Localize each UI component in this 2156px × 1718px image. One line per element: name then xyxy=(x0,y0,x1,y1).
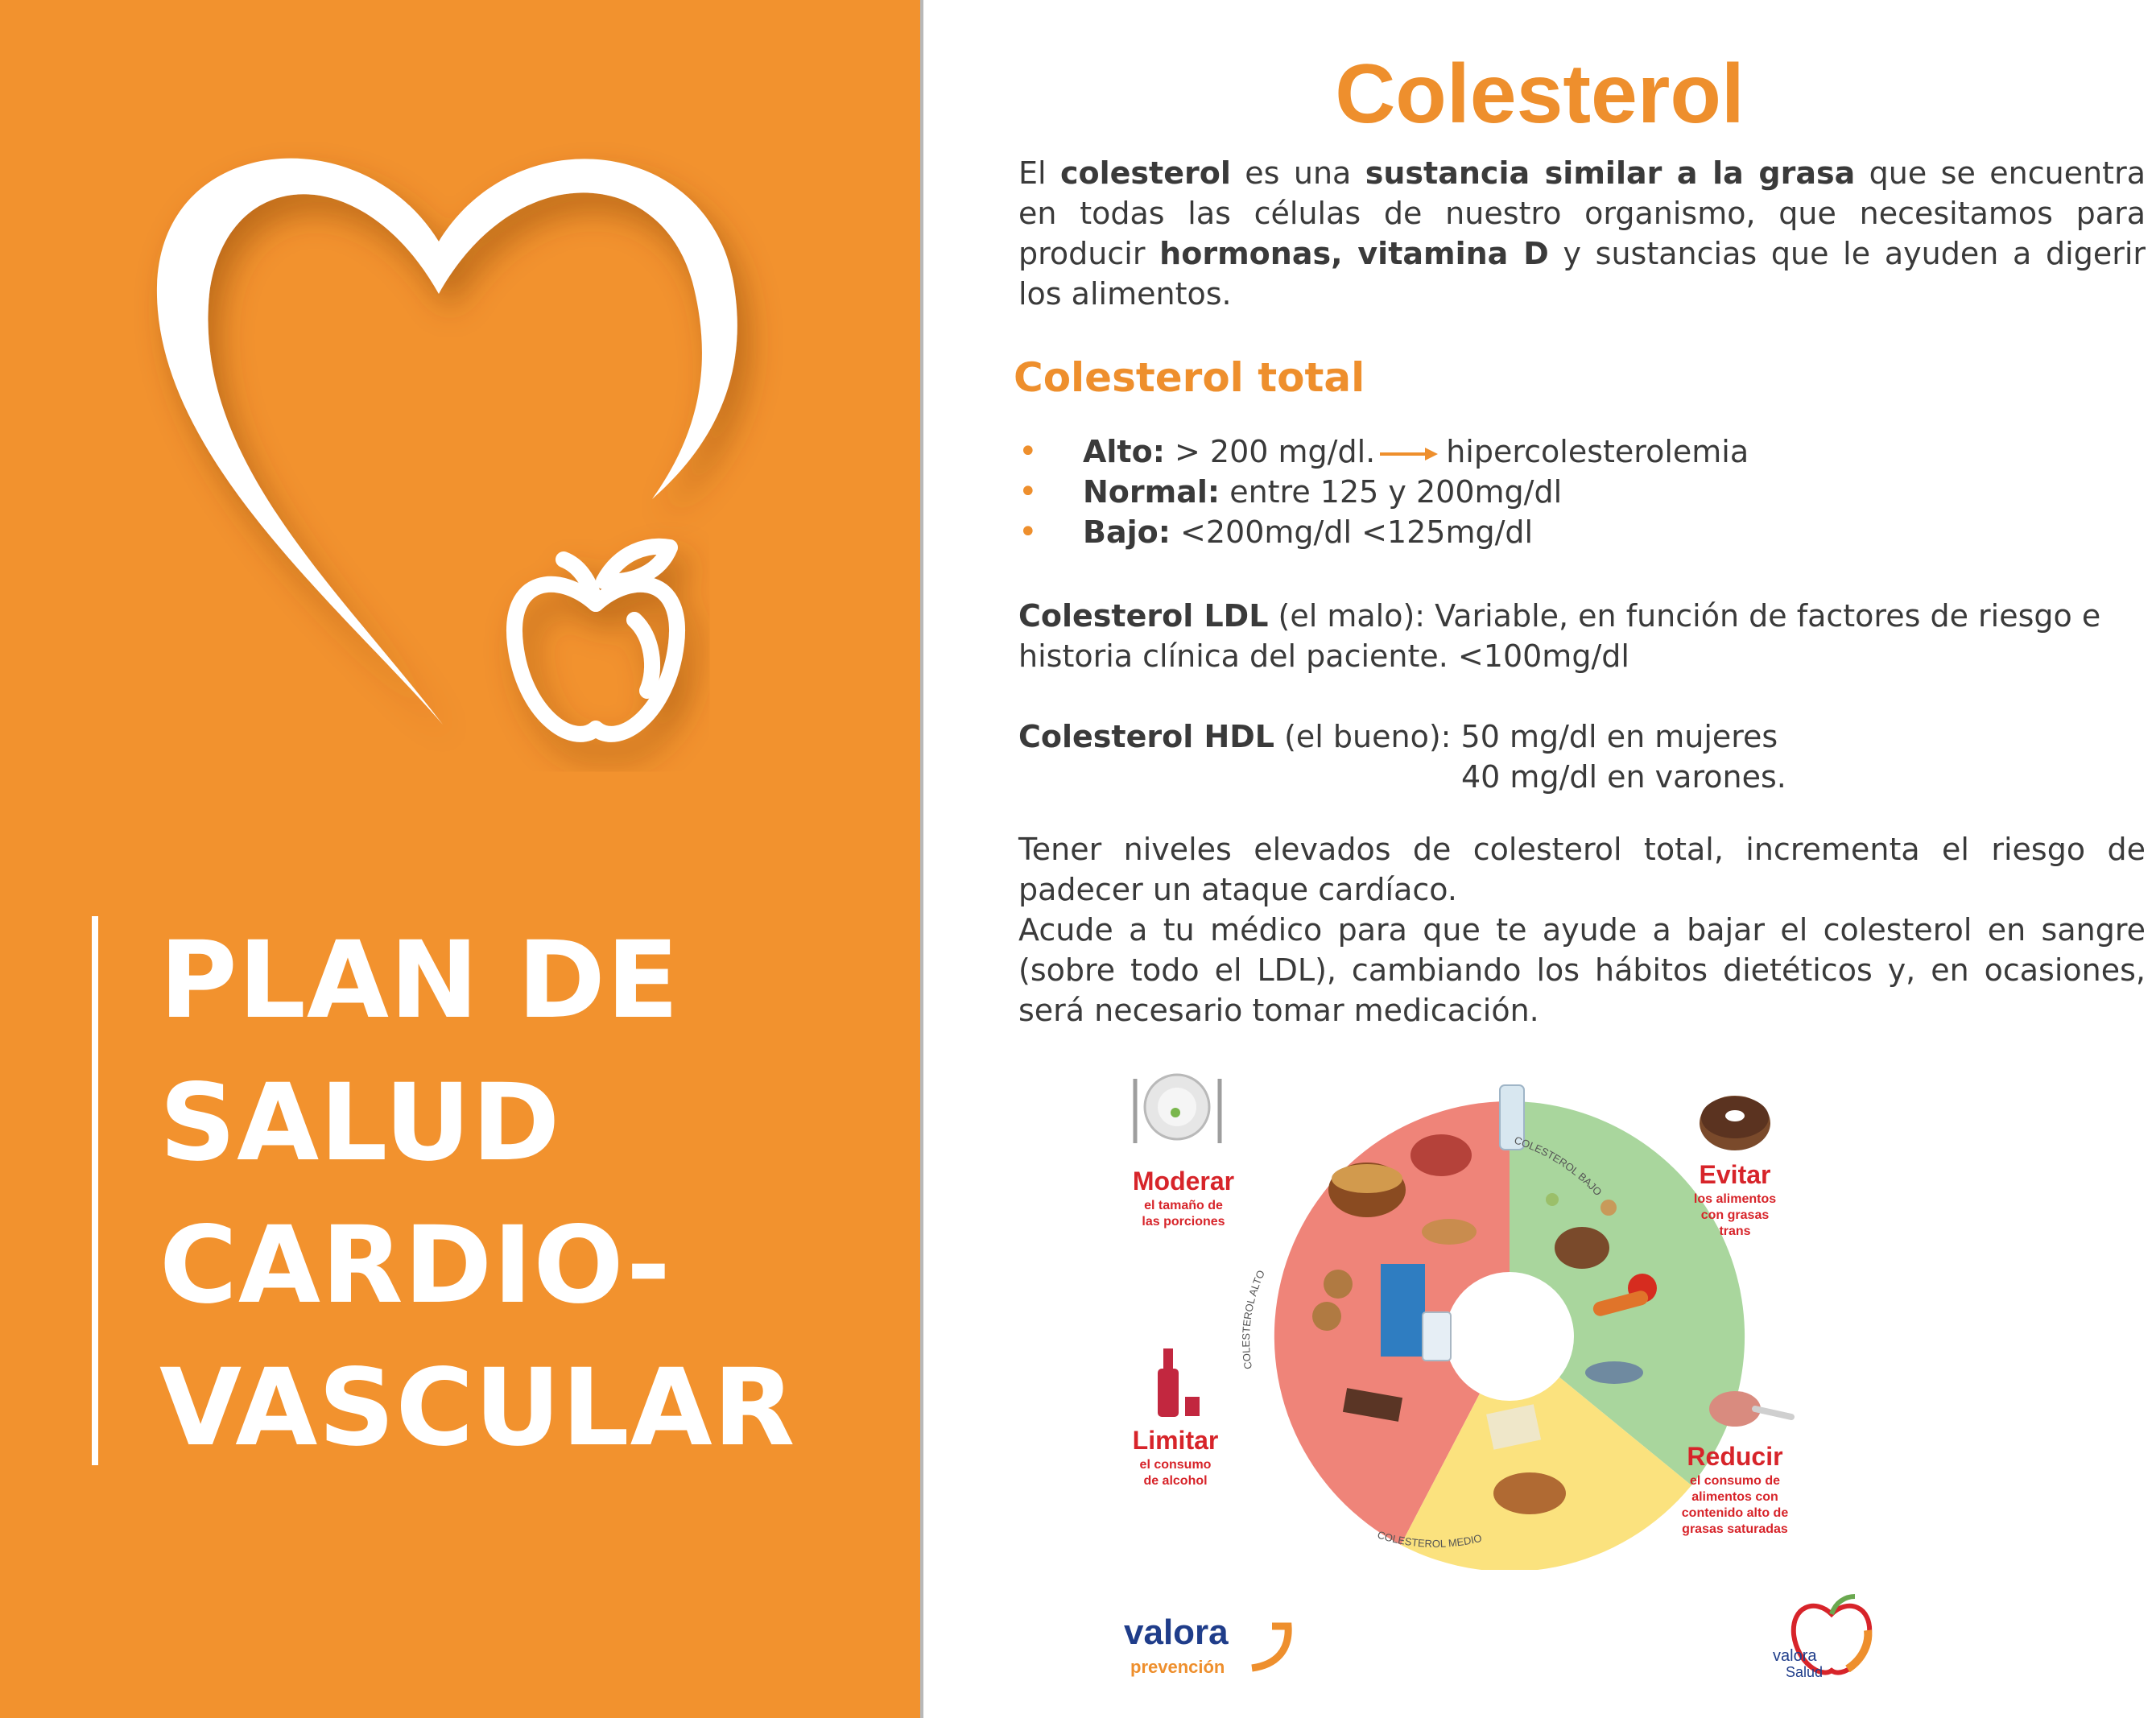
moderar-line-1: el tamaño de xyxy=(1144,1199,1223,1212)
logo-prevencion-sub: prevención xyxy=(1130,1657,1225,1677)
ldl-paragraph xyxy=(1018,596,2146,676)
limitar-line-2: de alcohol xyxy=(1143,1474,1208,1488)
intro-bold-3: hormonas, vitamina D xyxy=(1159,236,1549,271)
logo-salud-word: valora xyxy=(1773,1647,1817,1665)
reducir-callout xyxy=(1682,1442,1789,1536)
logo-salud-sub: Salud xyxy=(1786,1664,1824,1680)
closing-line-1: Tener niveles elevados de colesterol total, incrementa el riesgo de padecer un ataque cardíaco. xyxy=(1018,832,2146,907)
moderar-callout xyxy=(1133,1167,1234,1229)
intro-paragraph xyxy=(1018,153,2146,314)
intro-text-4: y sustancias que le ayuden a digerir los alimentos. xyxy=(1018,236,2146,312)
intro-text-1: El xyxy=(1018,155,1060,191)
level-label: Alto: xyxy=(1083,434,1165,469)
closing-paragraph xyxy=(1018,829,2146,1030)
cover-title-line-4: VASCULAR xyxy=(159,1346,796,1470)
valora-salud-logo xyxy=(1771,1582,1892,1683)
limitar-line-1: el consumo xyxy=(1139,1458,1212,1472)
segment-label-alto xyxy=(1240,1268,1267,1369)
reducir-line-4: grasas saturadas xyxy=(1682,1522,1788,1536)
segment-label-medio-text: COLESTEROL MEDIO xyxy=(1376,1528,1484,1550)
level-item xyxy=(1018,432,1749,472)
moderar-line-2: las porciones xyxy=(1142,1215,1225,1229)
limitar-callout xyxy=(1133,1426,1219,1488)
evitar-line-3: trans xyxy=(1719,1224,1751,1238)
reducir-line-2: alimentos con xyxy=(1691,1490,1778,1504)
intro-bold-1: colesterol xyxy=(1060,155,1231,191)
total-heading: Colesterol total xyxy=(1014,354,1365,401)
logo-prevencion-word: valora xyxy=(1124,1613,1229,1652)
segment-label-alto-text: COLESTEROL ALTO xyxy=(1240,1268,1267,1370)
level-value: entre 125 y 200mg/dl xyxy=(1220,474,1563,510)
reducir-title: Reducir xyxy=(1687,1442,1783,1471)
arrow-right-icon xyxy=(1380,446,1438,462)
wine-bottle-icon xyxy=(1158,1348,1200,1417)
level-value: > 200 mg/dl. xyxy=(1164,434,1376,469)
evitar-line-1: los alimentos xyxy=(1693,1192,1777,1206)
level-label: Normal: xyxy=(1083,474,1220,510)
intro-bold-2: sustancia similar a la grasa xyxy=(1365,155,1856,191)
plate-center xyxy=(1445,1272,1574,1401)
ldl-label: Colesterol LDL xyxy=(1018,598,1269,634)
cover-title xyxy=(159,910,795,1480)
donut-icon xyxy=(1700,1096,1770,1150)
segment-label-bajo-text: COLESTEROL BAJO xyxy=(1513,1134,1605,1199)
cover-panel xyxy=(0,0,920,1718)
reducir-line-1: el consumo de xyxy=(1689,1474,1781,1488)
valora-prevencion-logo xyxy=(1119,1602,1312,1683)
hdl-paragraph xyxy=(1018,717,2146,797)
level-item xyxy=(1018,512,1749,552)
title-bar xyxy=(92,916,98,1465)
ham-icon xyxy=(1709,1391,1791,1427)
evitar-title: Evitar xyxy=(1699,1160,1771,1189)
limitar-title: Limitar xyxy=(1132,1426,1219,1455)
levels-list xyxy=(1018,432,1749,552)
level-result: hipercolesterolemia xyxy=(1446,434,1749,469)
hdl-text: (el bueno): 50 mg/dl en mujeres xyxy=(1274,719,1778,754)
hdl-label: Colesterol HDL xyxy=(1018,719,1275,754)
intro-text-3: que se encuentra en todas las células de nuestro organismo, que necesitamos para producir xyxy=(1018,155,2146,271)
level-value: <200mg/dl <125mg/dl xyxy=(1170,514,1534,550)
level-label: Bajo: xyxy=(1083,514,1171,550)
level-item xyxy=(1018,472,1749,512)
reducir-line-3: contenido alto de xyxy=(1681,1506,1789,1520)
heart-apple-icon xyxy=(97,89,789,781)
closing-line-2: Acude a tu médico para que te ayude a bajar el colesterol en sangre (sobre todo el LDL), cambiando los hábitos dietéticos y, en ocasiones, será necesario tomar medicación. xyxy=(1018,912,2146,1028)
intro-text-2: es una xyxy=(1230,155,1365,191)
cover-title-line-2: SALUD xyxy=(159,1061,561,1185)
ldl-text: (el malo): Variable, en función de factores de riesgo e historia clínica del paciente. <100mg/dl xyxy=(1018,598,2101,674)
hdl-line-2: 40 mg/dl en varones. xyxy=(1461,759,1786,795)
food-plate-infographic xyxy=(1111,1071,1811,1570)
moderar-title: Moderar xyxy=(1132,1167,1235,1196)
page-title: Colesterol xyxy=(1335,47,1745,141)
evitar-line-2: con grasas xyxy=(1700,1208,1770,1222)
plate-cutlery-icon xyxy=(1135,1075,1220,1143)
cover-title-line-1: PLAN DE xyxy=(159,919,680,1043)
cover-title-line-3: CARDIO- xyxy=(159,1204,671,1328)
